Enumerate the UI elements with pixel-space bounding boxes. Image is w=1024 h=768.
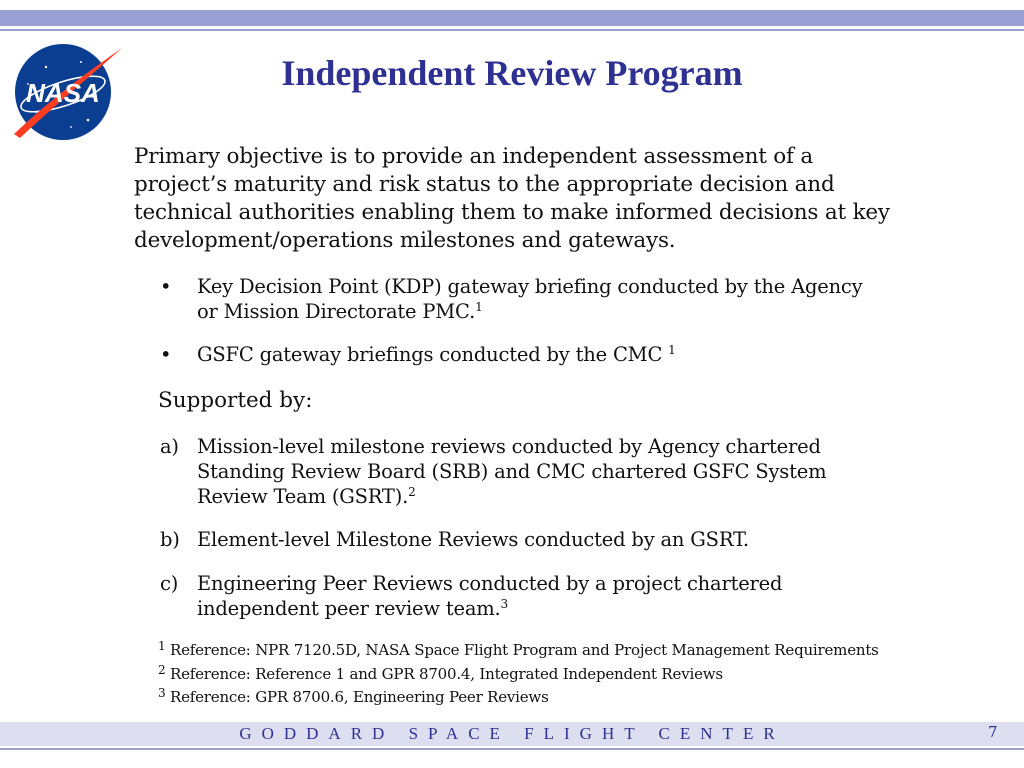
page-number: 7: [988, 723, 998, 741]
footnote-marker: 1: [475, 300, 483, 314]
bullet-text: Key Decision Point (KDP) gateway briefing conducted by the Agency or Mission Directorate PMC.: [197, 275, 863, 323]
logo-text: NASA: [26, 78, 100, 108]
reference-note: [158, 664, 918, 684]
reference-text: Reference: NPR 7120.5D, NASA Space Flight Program and Project Management Requirements: [165, 641, 879, 659]
list-marker: a): [160, 435, 179, 458]
reference-text: Reference: Reference 1 and GPR 8700.4, Integrated Independent Reviews: [165, 665, 723, 683]
list-marker: c): [160, 572, 179, 595]
footer-org-name: GODDARD SPACE FLIGHT CENTER: [239, 724, 785, 743]
reference-number: 2: [158, 663, 166, 677]
supported-by-heading: Supported by:: [158, 388, 313, 413]
bullet-text: GSFC gateway briefings conducted by the CMC: [197, 343, 669, 366]
bullet-marker: •: [160, 343, 172, 366]
intro-paragraph: Primary objective is to provide an independent assessment of a project’s maturity and risk status to the appropriate decision and technical authorities enabling them to make informed decisions at key development/operations milestones and gateways.: [134, 144, 890, 253]
reference-number: 3: [158, 686, 166, 700]
footnote-marker: 3: [500, 597, 508, 611]
slide-title: Independent Review Program: [281, 53, 743, 93]
supported-item-text: Mission-level milestone reviews conducted by Agency chartered Standing Review Board (SRB) and CMC chartered GSFC System Review Team (GSRT).: [197, 435, 827, 508]
reference-number: 1: [158, 639, 166, 653]
supported-item-text: Element-level Milestone Reviews conducted by an GSRT.: [197, 528, 749, 551]
footnote-marker: 2: [408, 485, 416, 499]
supported-item: [160, 527, 880, 552]
bullet-item: [160, 274, 880, 324]
header-bar: [0, 10, 1024, 26]
footer-divider: [0, 748, 1024, 750]
bullet-marker: •: [160, 275, 172, 298]
reference-note: [158, 687, 918, 707]
supported-item: [160, 434, 880, 509]
supported-item-text: Engineering Peer Reviews conducted by a project chartered independent peer review team.: [197, 572, 783, 620]
header-divider: [0, 29, 1024, 31]
list-marker: b): [160, 528, 180, 551]
footnote-marker: 1: [668, 343, 676, 357]
reference-note: [158, 640, 918, 660]
bullet-item: [160, 342, 880, 367]
supported-item: [160, 571, 880, 621]
reference-text: Reference: GPR 8700.6, Engineering Peer Reviews: [165, 688, 549, 706]
